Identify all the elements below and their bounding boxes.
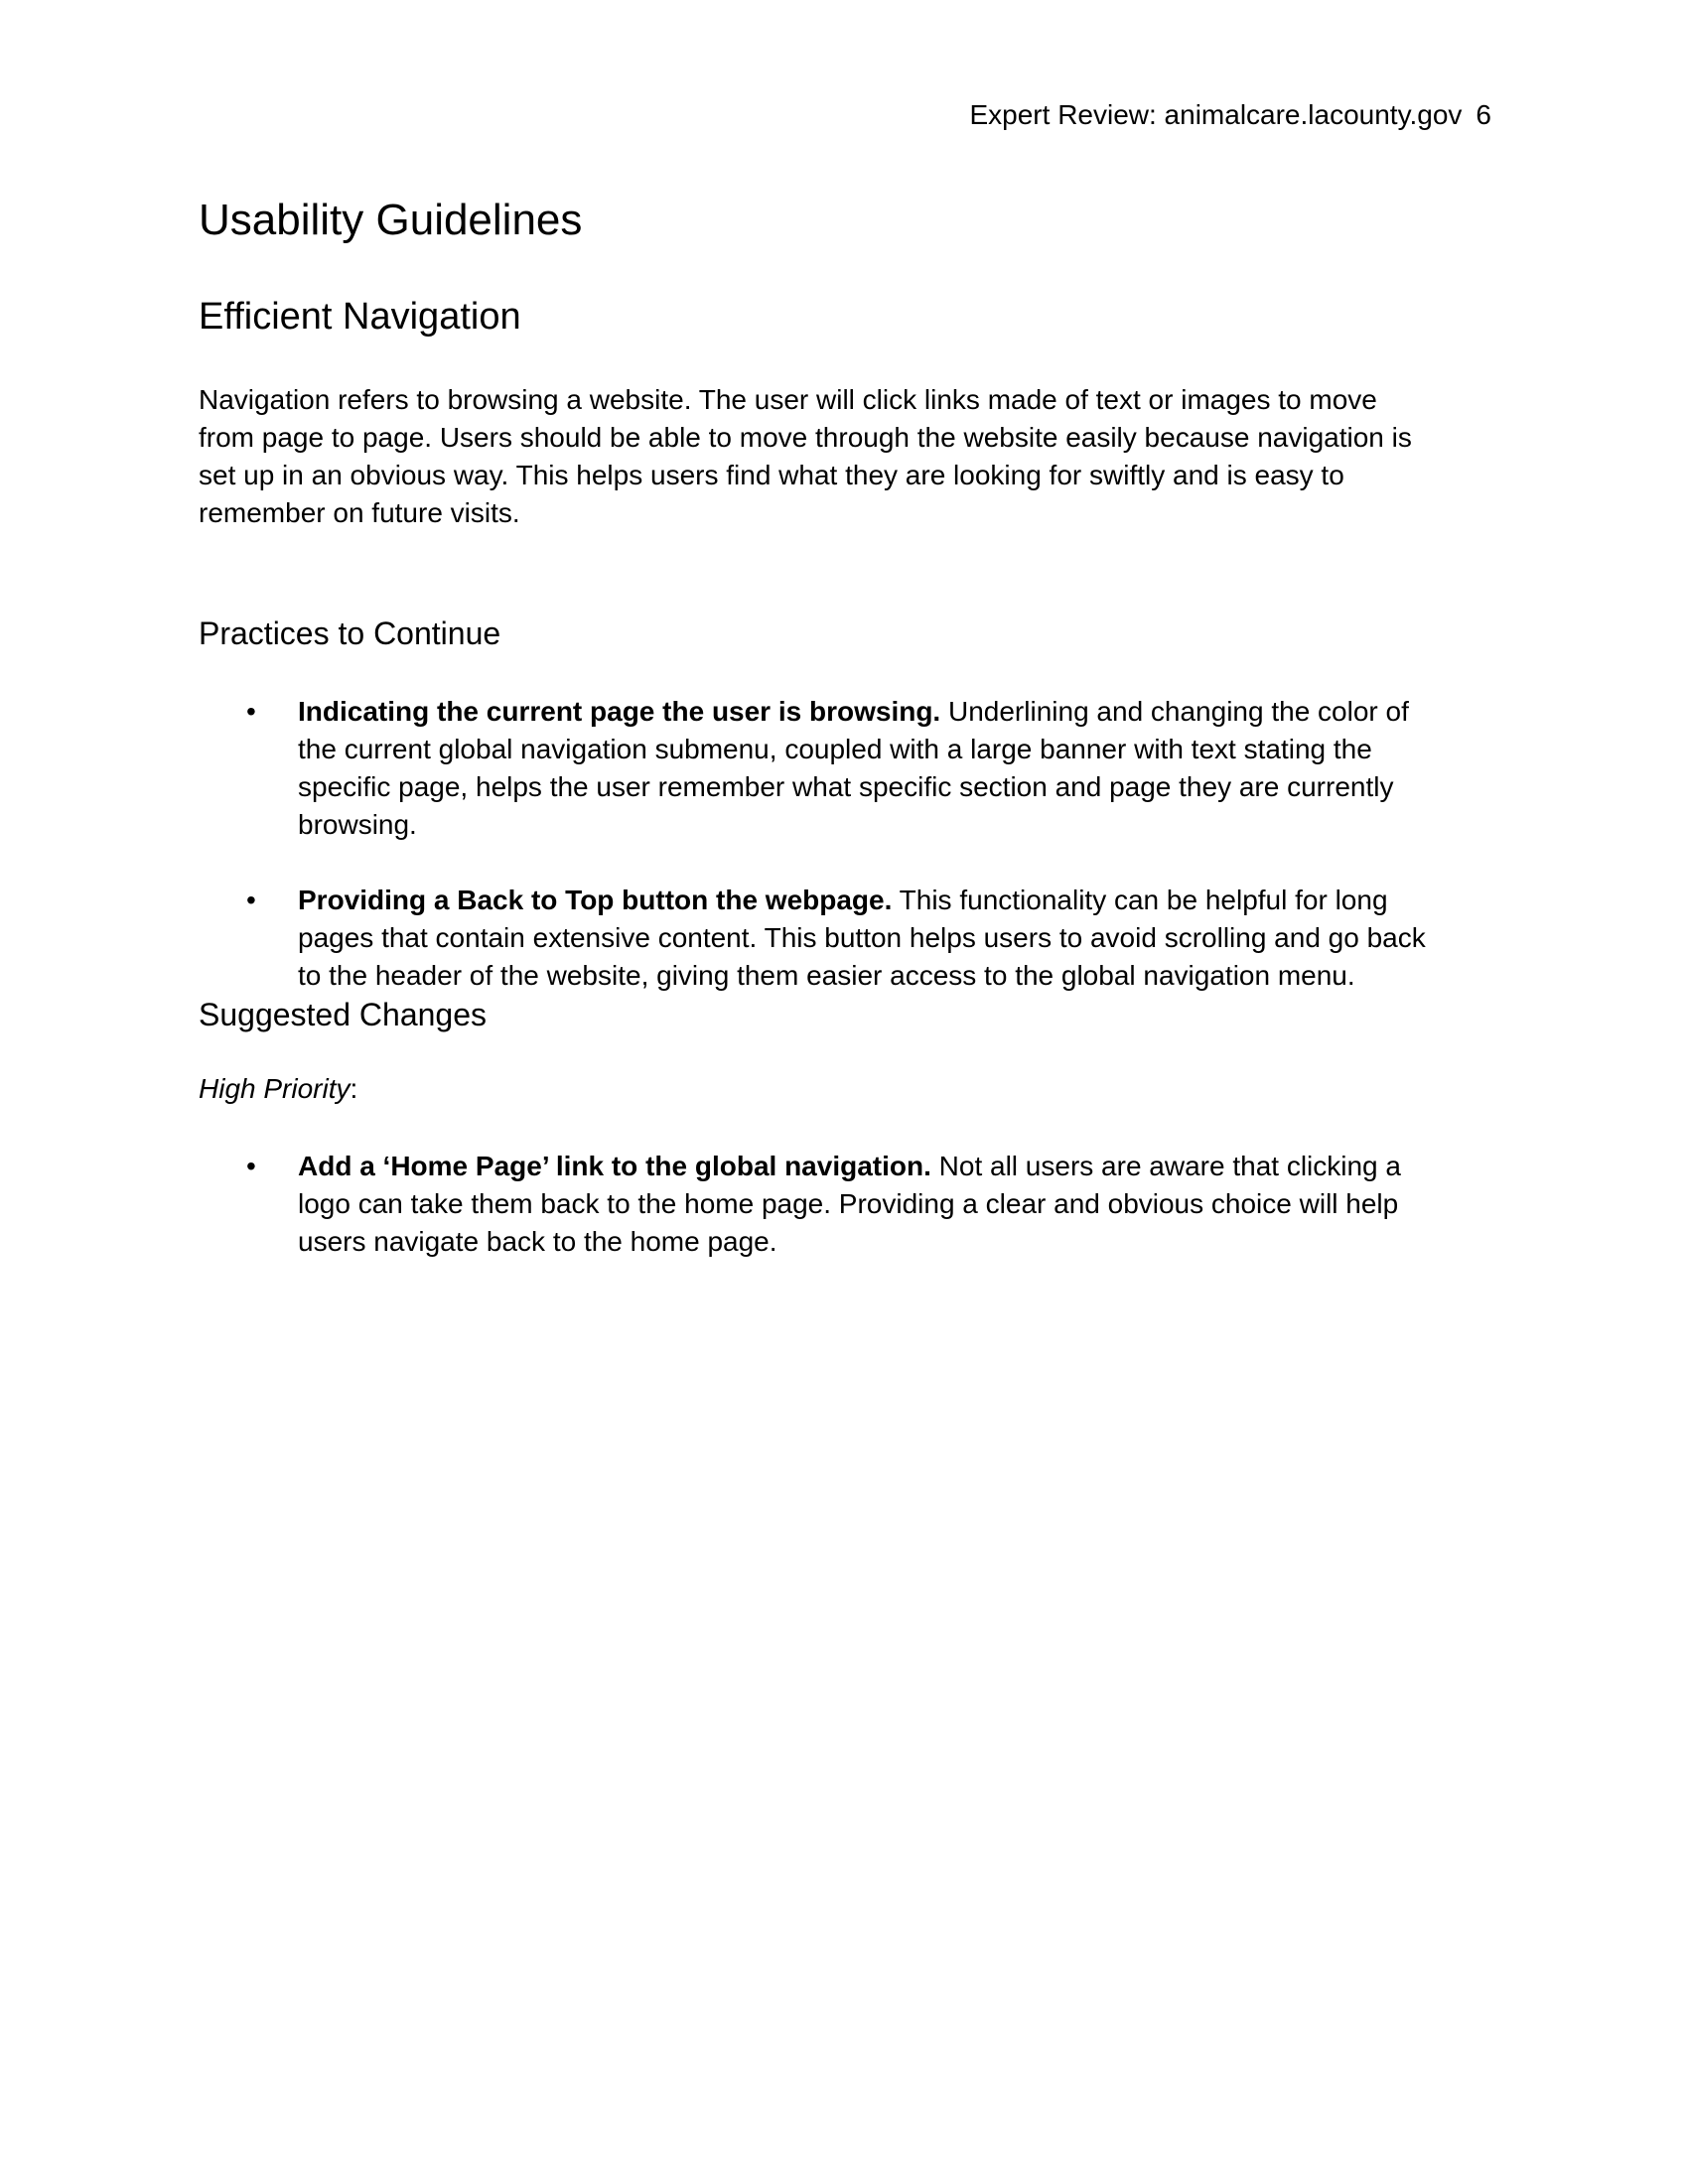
list-item-bold: Add a ‘Home Page’ link to the global navigation.: [298, 1151, 931, 1181]
list-item: [199, 1148, 1430, 1261]
bullet-icon: •: [246, 885, 256, 915]
practices-heading: Practices to Continue: [199, 615, 501, 651]
bullet-icon: •: [246, 1151, 256, 1181]
list-item-bold: Providing a Back to Top button the webpage.: [298, 885, 893, 915]
list-item: [199, 693, 1430, 844]
priority-label-text: High Priority: [199, 1073, 351, 1104]
section-title: Efficient Navigation: [199, 296, 521, 338]
priority-label-colon: :: [350, 1073, 358, 1104]
page-number: 6: [1476, 99, 1491, 130]
intro-paragraph: Navigation refers to browsing a website. The user will click links made of text or images to move from page to page. Users should be able to move through the website easily because navigation is set up in an obvious way. This helps users find what they are looking for swiftly and is easy to remember on future visits.: [199, 384, 1412, 528]
page-title: Usability Guidelines: [199, 196, 583, 244]
running-header-title: Expert Review: animalcare.lacounty.gov: [969, 99, 1463, 130]
running-header: [969, 97, 1491, 133]
suggested-changes-heading: Suggested Changes: [199, 997, 487, 1032]
list-item-bold: Indicating the current page the user is browsing.: [298, 696, 941, 727]
practices-list: [199, 693, 1450, 995]
list-item-text: This functionality can be helpful for long pages that contain extensive content. This button helps users to avoid scrolling and go back to the header of the website, giving them easier access to the global navigation menu.: [298, 885, 1426, 991]
priority-label: [199, 1070, 1450, 1108]
page-content: [199, 195, 1450, 1261]
suggested-list: [199, 1148, 1450, 1261]
list-item-text: Underlining and changing the color of the current global navigation submenu, coupled with a large banner with text stating the specific page, helps the user remember what specific section and page they are currently browsing.: [298, 696, 1409, 840]
list-item: [199, 882, 1430, 995]
bullet-icon: •: [246, 696, 256, 727]
list-item-text: Not all users are aware that clicking a logo can take them back to the home page. Providing a clear and obvious choice will help users navigate back to the home page.: [298, 1151, 1401, 1257]
